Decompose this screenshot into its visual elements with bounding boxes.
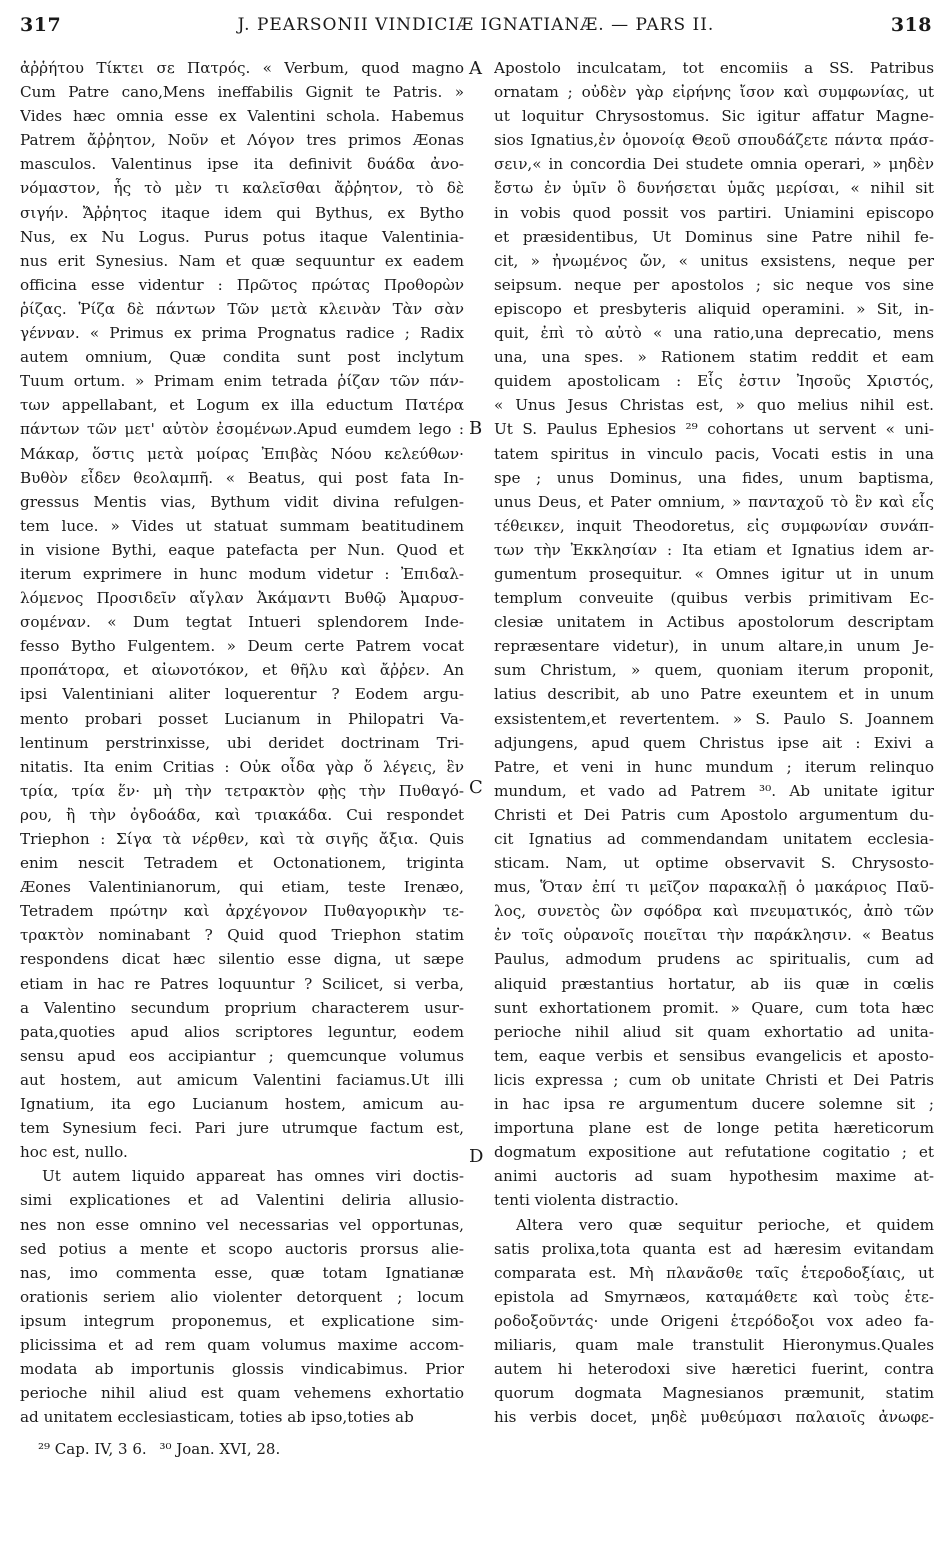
text-line: Apostolo inculcatam, tot encomiis a SS. Patribus	[494, 59, 934, 77]
text-line: mundum, et vado ad Patrem ³⁰. Ab unitate igitur	[494, 781, 934, 800]
text-line: clesiæ unitatem in Actibus apostolorum descriptam	[494, 613, 934, 632]
text-line: tem, eaque verbis et sensibus evangelicis et aposto-	[494, 1046, 934, 1065]
text-line: Ignatium, ita ego Lucianum hostem, amicum au-	[20, 1095, 464, 1114]
text-line: hoc est, nullo.	[20, 1143, 128, 1162]
text-line: ad unitatem ecclesiasticam, toties ab ipso,toties ab	[20, 1408, 414, 1427]
text-line: adjungens, apud quem Christus ipse ait : Exivi a	[494, 733, 934, 752]
text-line: Βυθὸν εἶδεν θεολαμπῆ. « Beatus, qui post fata In-	[20, 468, 464, 487]
text-line: iterum exprimere in hunc modum videtur : Ἐπιδαλ-	[20, 564, 464, 583]
text-line: orationis seriem alio violenter detorquent ; locum	[20, 1287, 464, 1306]
text-line: tem luce. » Vides ut statuat summam beatitudinem	[20, 516, 464, 535]
text-line: mento probari posset Lucianum in Philopatri Va-	[20, 709, 464, 728]
text-line: una, una spes. » Rationem statim reddit et eam	[494, 348, 934, 367]
text-line: respondens dicat hæc silentio esse digna, ut sæpe	[20, 950, 464, 969]
text-line: et præsidentibus, Ut Dominus sine Patre nihil fe-	[494, 227, 934, 246]
margin-letter-c: C	[469, 777, 483, 798]
margin-letter-b: B	[469, 418, 483, 439]
text-line: Triephon : Σίγα τὰ νέρθεν, καὶ τὰ σιγῆς ἄξια. Quis	[20, 830, 464, 848]
text-line: dogmatum expositione aut refutatione cogitatio ; et	[494, 1143, 934, 1162]
text-line: Æones Valentinianorum, qui etiam, teste Irenæo,	[20, 878, 464, 897]
text-line: nes non esse omnino vel necessarias vel opportunas,	[20, 1215, 464, 1234]
text-line: exsistentem,et revertentem. » S. Paulo S. Joannem	[494, 709, 934, 728]
text-line: quorum dogmata Magnesianos præmunit, statim	[494, 1384, 934, 1403]
text-line: aut hostem, aut amicum Valentini faciamus.Ut illi	[20, 1070, 464, 1089]
text-line: Paulus, admodum prudens ac spiritualis, cum ad	[494, 950, 934, 969]
margin-letter-d: D	[469, 1146, 484, 1167]
text-line: τρακτὸν nominabant ? Quid quod Triephon statim	[20, 926, 464, 945]
text-line: repræsentare videtur), in unum altare,in unum Je-	[494, 637, 934, 656]
text-line: cit, » ἠνωμένος ὤν, « unitus exsistens, neque per	[494, 251, 934, 270]
text-line: Μάκαρ, ὅστις μετὰ μοίρας Ἐπιβὰς Νόου κελεύθων·	[20, 444, 464, 463]
text-line: Tetradem πρώτην καὶ ἀρχέγονον Πυθαγορικὴν τε-	[20, 902, 464, 921]
text-line: modata ab importunis glossis vindicabimus. Prior	[20, 1360, 464, 1379]
text-line: autem hi heterodoxi sive hæretici fuerint, contra	[494, 1360, 934, 1379]
text-line: cit Ignatius ad commendandam unitatem ecclesia-	[494, 830, 934, 848]
text-line: quit, ἐπὶ τὸ αὐτὸ « una ratio,una deprecatio, mens	[494, 324, 934, 343]
footnote-30: ³⁰ Joan. XVI, 28.	[159, 1440, 281, 1458]
text-line: aliquid præstantius hortatur, ab iis quæ in cœlis	[494, 974, 934, 993]
text-line: sum Christum, » quem, quoniam iterum proponit,	[494, 661, 934, 680]
margin-letter-a: A	[469, 58, 482, 79]
text-line: in vobis quod possit vos partiri. Uniamini episcopo	[494, 203, 934, 222]
text-line: perioche nihil aliud est quam vehemens exhortatio	[20, 1384, 464, 1403]
text-line: sensu apud eos accipiantur ; quemcunque volumus	[20, 1046, 464, 1065]
text-line: masculos. Valentinus ipse ita definivit δυάδα ἀνο-	[20, 155, 464, 174]
text-line: miliaris, quam male transtulit Hieronymus.Quales	[494, 1335, 934, 1354]
text-line: importuna plane est de longe petita hæreticorum	[494, 1119, 934, 1138]
text-line: nitatis. Ita enim Critias : Οὐκ οἶδα γὰρ ὅ λέγεις, ἓν	[20, 757, 464, 776]
text-line: ἀῤῥήτου Τίκτει σε Πατρός. « Verbum, quod magno	[20, 59, 464, 77]
running-head	[20, 14, 932, 44]
text-line: των τὴν Ἐκκλησίαν : Ita etiam et Ignatius idem ar-	[494, 540, 934, 559]
text-line: « Unus Jesus Christas est, » quo melius nihil est.	[494, 396, 934, 415]
text-line: ροδοξοῦντάς· unde Origeni ἑτερόδοξοι vox adeo fa-	[494, 1311, 934, 1330]
text-line: Vides hæc omnia esse ex Valentini schola. Habemus	[20, 107, 464, 126]
text-line: sios Ignatius,ἐν ὁμονοίᾳ Θεοῦ σπουδάζετε πάντα πράσ-	[494, 131, 934, 150]
text-line: mus, Ὅταν ἐπί τι μεῖζον παρακαλῇ ὁ μακάριος Παῦ-	[494, 878, 934, 897]
text-line: gressus Mentis vias, Bythum vidit divina refulgen-	[20, 492, 464, 511]
text-line: quidem apostolicam : Εἷς ἐστιν Ἰησοῦς Χριστός,	[494, 372, 934, 391]
left-column	[20, 56, 464, 1429]
footnote-29: ²⁹ Cap. IV, 3 6.	[38, 1440, 147, 1458]
text-line: ut loquitur Chrysostomus. Sic igitur affatur Magne-	[494, 107, 934, 126]
text-line: tem Synesium feci. Pari jure utrumque factum est,	[20, 1119, 464, 1138]
text-line: officina esse videntur : Πρῶτος πρώτας Προθορὼν	[20, 275, 464, 294]
text-line: Cum Patre cano,Mens ineffabilis Gignit te Patris. »	[20, 83, 464, 102]
text-line: ἐν τοῖς οὐρανοῖς ποιεῖται τὴν παράκλησιν. « Beatus	[494, 926, 934, 945]
text-line: nas, imo commenta esse, quæ totam Ignatianæ	[20, 1263, 464, 1282]
text-line: σομέναν. « Dum tegtat Intueri splendorem Inde-	[20, 613, 464, 632]
text-line: Ut S. Paulus Ephesios ²⁹ cohortans ut servent « uni-	[494, 420, 934, 439]
text-line: σειν,« in concordia Dei studete omnia operari, » μηδὲν	[494, 155, 934, 174]
text-line: Christi et Dei Patris cum Apostolo argumentum du-	[494, 805, 934, 824]
text-line: Nus, ex Nu Logus. Purus potus itaque Valentinia-	[20, 227, 464, 246]
text-line: νόμαστον, ἧς τὸ μὲν τι καλεῖσθαι ἄῤῥητον, τὸ δὲ	[20, 179, 464, 198]
text-line: λόμενος Προσιδεῖν αἴγλαν Ἀκάμαντι Βυθῷ Ἀμαρυσ-	[20, 589, 464, 608]
text-line: lentinum perstrinxisse, ubi deridet doctrinam Tri-	[20, 733, 464, 752]
footnotes	[38, 1440, 288, 1458]
text-line: ἔστω ἐν ὑμῖν ὃ δυνήσεται ὑμᾶς μερίσαι, « nihil sit	[494, 179, 934, 198]
text-line: σιγήν. Ἄῤῥητος itaque idem qui Bythus, ex Bytho	[20, 203, 464, 222]
text-line: spe ; unus Dominus, una fides, unum baptisma,	[494, 468, 934, 487]
page-number-right: 318	[890, 14, 932, 36]
text-line: animi auctoris ad suam hypothesim maxime at-	[494, 1167, 934, 1186]
text-line: nus erit Synesius. Nam et quæ sequuntur ex eadem	[20, 251, 464, 270]
text-line: his verbis docet, μηδὲ μυθεύμασι παλαιοῖς ἀνωφε-	[494, 1408, 934, 1427]
text-line: enim nescit Tetradem et Octonationem, triginta	[20, 854, 464, 873]
text-line: licis expressa ; cum ob unitate Christi et Dei Patris	[494, 1070, 934, 1089]
text-line: episcopo et presbyteris aliquid operamini. » Sit, in-	[494, 299, 934, 318]
text-line: sed potius a mente et scopo auctoris prorsus alie-	[20, 1239, 464, 1258]
text-line: Patre, et veni in hunc mundum ; iterum relinquo	[494, 757, 934, 776]
text-line: etiam in hac re Patres loquuntur ? Scilicet, si verba,	[20, 974, 464, 993]
text-line: comparata est. Μὴ πλανᾶσθε ταῖς ἑτεροδοξίαις, ut	[494, 1263, 934, 1282]
text-line: ipsum integrum proponemus, et explicatione sim-	[20, 1311, 464, 1330]
text-line: plicissima et ad rem quam volumus maxime accom-	[20, 1335, 464, 1354]
text-line: pata,quoties apud alios scriptores leguntur, eodem	[20, 1022, 464, 1041]
text-line: tenti violenta distractio.	[494, 1191, 679, 1210]
text-line: simi explicationes et ad Valentini deliria allusio-	[20, 1191, 464, 1210]
text-line: gumentum prosequitur. « Omnes igitur ut in unum	[494, 564, 934, 583]
text-line: Altera vero quæ sequitur perioche, et quidem	[516, 1215, 934, 1234]
text-line: ρου, ἢ τὴν ὀγδοάδα, καὶ τριακάδα. Cui respondet	[20, 805, 464, 824]
page-number-left: 317	[20, 14, 62, 36]
text-line: satis prolixa,tota quanta est ad hæresim evitandam	[494, 1239, 934, 1258]
text-line: latius describit, ab uno Patre exeuntem et in unum	[494, 685, 934, 704]
text-line: των appellabant, et Logum ex illa eductum Πατέρα	[20, 396, 464, 415]
text-line: epistola ad Smyrnæos, καταμάθετε καὶ τοὺς ἑτε-	[494, 1287, 934, 1306]
text-line: a Valentino secundum proprium characterem usur-	[20, 998, 464, 1017]
text-line: templum conveuite (quibus verbis primitivam Ec-	[494, 589, 934, 608]
text-line: in hac ipsa re argumentum ducere solemne sit ;	[494, 1095, 934, 1114]
right-column	[494, 56, 934, 1429]
text-line: ipsi Valentiniani aliter loquerentur ? Eodem argu-	[20, 685, 464, 704]
text-line: πάντων τῶν μετ' αὐτὸν ἐσομένων.Apud eumdem lego :	[20, 420, 464, 439]
text-line: tatem spiritus in vinculo pacis, Vocati estis in una	[494, 444, 934, 463]
text-line: sunt exhortationem promit. » Quare, cum tota hæc	[494, 998, 934, 1017]
text-line: προπάτορα, et αἰωνοτόκον, et θῆλυ καὶ ἄῤῥεν. An	[20, 661, 464, 680]
text-line: γένναν. « Primus ex prima Prognatus radice ; Radix	[20, 324, 464, 343]
text-line: unus Deus, et Pater omnium, » πανταχοῦ τὸ ἓν καὶ εἷς	[494, 492, 934, 511]
text-line: autem omnium, Quæ condita sunt post inclytum	[20, 348, 464, 367]
text-line: τρία, τρία ἕν· μὴ τὴν τετρακτὸν φῂς τὴν Πυθαγό-	[20, 781, 464, 800]
text-line: τέθεικεν, inquit Theodoretus, εἰς συμφωνίαν συνάπ-	[494, 516, 934, 535]
text-line: Tuum ortum. » Primam enim tetrada ῥίζαν τῶν πάν-	[20, 372, 464, 391]
running-title: J. PEARSONII VINDICIÆ IGNATIANÆ. — PARS II.	[237, 15, 715, 35]
text-line: Ut autem liquido appareat has omnes viri doctis-	[42, 1167, 464, 1186]
text-line: perioche nihil aliud sit quam exhortatio ad unita-	[494, 1022, 934, 1041]
text-line: sticam. Nam, ut optime observavit S. Chrysosto-	[494, 854, 934, 873]
text-line: λος, συνετὸς ὢν σφόδρα καὶ πνευματικός, ἀπὸ τῶν	[494, 902, 934, 921]
text-line: in visione Bythi, eaque patefacta per Nun. Quod et	[20, 540, 464, 559]
text-line: Patrem ἄῤῥητον, Νοῦν et Λόγον tres primos Æonas	[20, 131, 464, 150]
text-line: seipsum. neque per apostolos ; sic neque vos sine	[494, 275, 934, 294]
text-line: ῥίζας. Ῥίζα δὲ πάντων Τῶν μετὰ κλεινὰν Τὰν σὰν	[20, 299, 464, 318]
text-line: fesso Bytho Fulgentem. » Deum certe Patrem vocat	[20, 637, 464, 656]
text-line: ornatam ; οὐδὲν γὰρ εἰρήνης ἴσον καὶ συμφωνίας, ut	[494, 83, 934, 102]
